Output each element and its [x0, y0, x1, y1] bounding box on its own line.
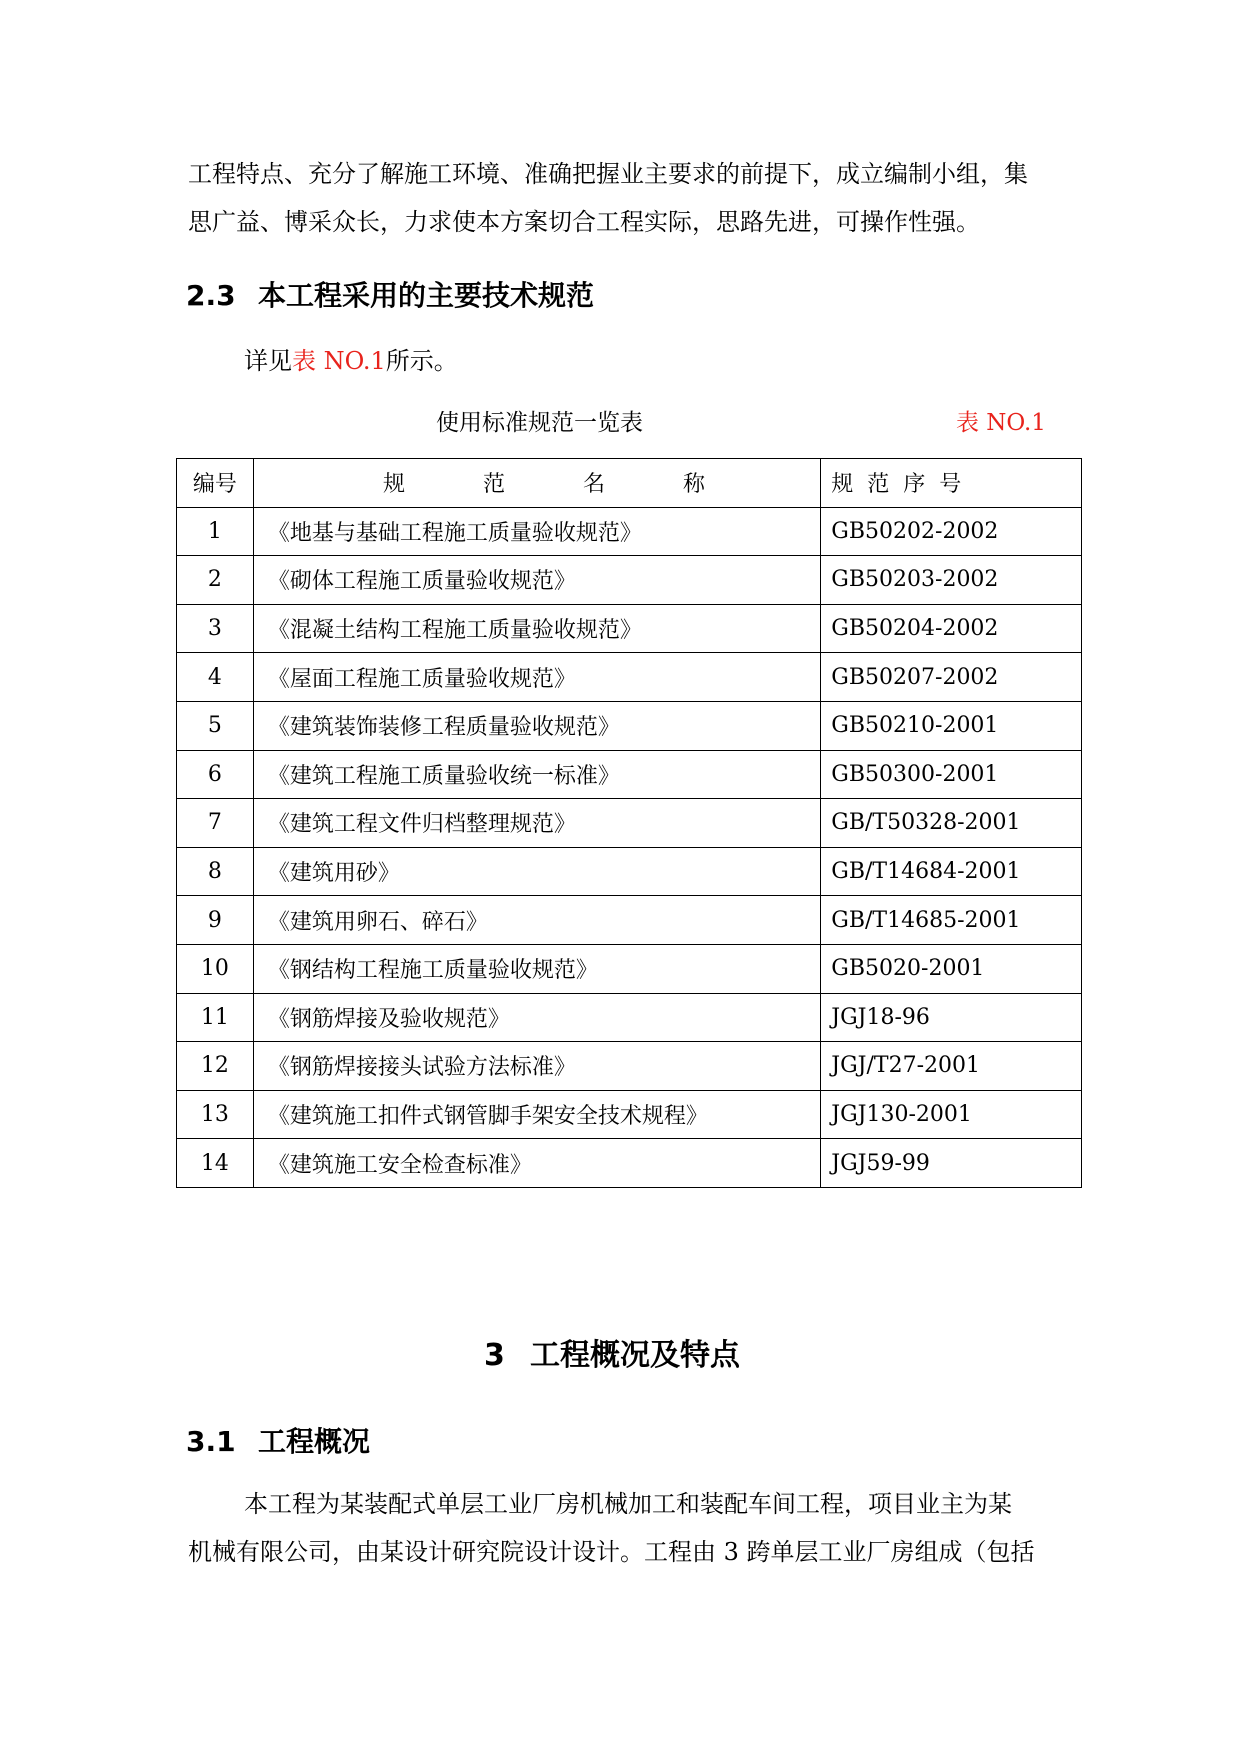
- row-name: 《建筑装饰装修工程质量验收规范》: [253, 701, 820, 750]
- see-table-suffix: 所示。: [385, 347, 458, 375]
- row-code: JGJ18-96: [821, 993, 1082, 1042]
- header-name-char: 称: [683, 472, 706, 498]
- row-code: GB/T50328-2001: [821, 799, 1082, 848]
- row-name: 《建筑用砂》: [253, 847, 820, 896]
- row-number: 4: [177, 653, 254, 702]
- row-code: GB50202-2002: [821, 507, 1082, 556]
- row-code: GB50204-2002: [821, 604, 1082, 653]
- section-title: 本工程采用的主要技术规范: [258, 279, 595, 312]
- row-number: 14: [177, 1139, 254, 1188]
- row-number: 9: [177, 896, 254, 945]
- row-number: 5: [177, 701, 254, 750]
- chapter-number: 3: [484, 1338, 505, 1373]
- table-caption-label: 表 NO.1: [956, 410, 1046, 436]
- table-row: [177, 1139, 1082, 1188]
- overview-line-1: 本工程为某装配式单层工业厂房机械加工和装配车间工程，项目业主为某: [244, 1490, 1012, 1518]
- row-name: 《建筑工程文件归档整理规范》: [253, 799, 820, 848]
- intro-line-2: 思广益、博采众长，力求使本方案切合工程实际，思路先进，可操作性强。: [188, 208, 980, 236]
- header-code-char: 范: [867, 472, 890, 498]
- intro-paragraph: [188, 150, 1058, 246]
- table-row: [177, 604, 1082, 653]
- table-row: [177, 556, 1082, 605]
- row-code: GB50207-2002: [821, 653, 1082, 702]
- row-name: 《建筑施工扣件式钢管脚手架安全技术规程》: [253, 1090, 820, 1139]
- section-3-1-heading: [186, 1420, 370, 1460]
- section-number: 3.1: [186, 1425, 236, 1458]
- row-number: 7: [177, 799, 254, 848]
- row-code: GB50203-2002: [821, 556, 1082, 605]
- row-name: 《建筑施工安全检查标准》: [253, 1139, 820, 1188]
- row-name: 《建筑工程施工质量验收统一标准》: [253, 750, 820, 799]
- section-2-3-heading: [186, 274, 594, 314]
- header-name-char: 名: [583, 472, 606, 498]
- row-number: 11: [177, 993, 254, 1042]
- row-code: JGJ130-2001: [821, 1090, 1082, 1139]
- see-table-prefix: 详见: [244, 347, 292, 375]
- row-name: 《钢筋焊接接头试验方法标准》: [253, 1042, 820, 1091]
- overview-paragraph: [188, 1480, 1058, 1576]
- intro-line-1: 工程特点、充分了解施工环境、准确把握业主要求的前提下，成立编制小组，集: [188, 160, 1028, 188]
- chapter-title: 工程概况及特点: [530, 1338, 740, 1373]
- row-name: 《钢结构工程施工质量验收规范》: [253, 944, 820, 993]
- row-number: 8: [177, 847, 254, 896]
- row-name: 《建筑用卵石、碎石》: [253, 896, 820, 945]
- table-row: [177, 944, 1082, 993]
- row-name: 《混凝土结构工程施工质量验收规范》: [253, 604, 820, 653]
- table-row: [177, 799, 1082, 848]
- table-row: [177, 896, 1082, 945]
- row-code: GB50210-2001: [821, 701, 1082, 750]
- row-code: GB/T14685-2001: [821, 896, 1082, 945]
- row-code: GB5020-2001: [821, 944, 1082, 993]
- row-code: JGJ59-99: [821, 1139, 1082, 1188]
- chapter-3-heading: [484, 1330, 740, 1374]
- header-name-char: 规: [383, 472, 406, 498]
- table-row: [177, 993, 1082, 1042]
- header-number: 编号: [177, 459, 254, 508]
- header-code-char: 规: [831, 472, 854, 498]
- row-number: 10: [177, 944, 254, 993]
- table-row: [177, 653, 1082, 702]
- section-title: 工程概况: [258, 1425, 371, 1458]
- row-number: 6: [177, 750, 254, 799]
- table-row: [177, 1042, 1082, 1091]
- row-code: GB50300-2001: [821, 750, 1082, 799]
- table-header-row: [177, 459, 1082, 508]
- table-row: [177, 847, 1082, 896]
- row-name: 《砌体工程施工质量验收规范》: [253, 556, 820, 605]
- section-number: 2.3: [186, 279, 236, 312]
- header-code-char: 序: [903, 472, 926, 498]
- row-code: JGJ/T27-2001: [821, 1042, 1082, 1091]
- overview-line-2: 机械有限公司，由某设计研究院设计设计。工程由 3 跨单层工业厂房组成（包括: [188, 1538, 1035, 1566]
- table-row: [177, 507, 1082, 556]
- standards-table: [176, 458, 1082, 1188]
- header-name-char: 范: [483, 472, 506, 498]
- table-row: [177, 1090, 1082, 1139]
- table-row: [177, 701, 1082, 750]
- row-number: 12: [177, 1042, 254, 1091]
- row-name: 《屋面工程施工质量验收规范》: [253, 653, 820, 702]
- see-table-line: [244, 337, 1114, 385]
- row-number: 3: [177, 604, 254, 653]
- table-reference: 表 NO.1: [292, 347, 386, 375]
- row-name: 《地基与基础工程施工质量验收规范》: [253, 507, 820, 556]
- table-caption-title: 使用标准规范一览表: [436, 410, 643, 436]
- row-number: 13: [177, 1090, 254, 1139]
- row-number: 1: [177, 507, 254, 556]
- header-code: [821, 459, 1082, 508]
- table-row: [177, 750, 1082, 799]
- row-code: GB/T14684-2001: [821, 847, 1082, 896]
- header-code-char: 号: [939, 472, 962, 498]
- row-number: 2: [177, 556, 254, 605]
- row-name: 《钢筋焊接及验收规范》: [253, 993, 820, 1042]
- header-name: [253, 459, 820, 508]
